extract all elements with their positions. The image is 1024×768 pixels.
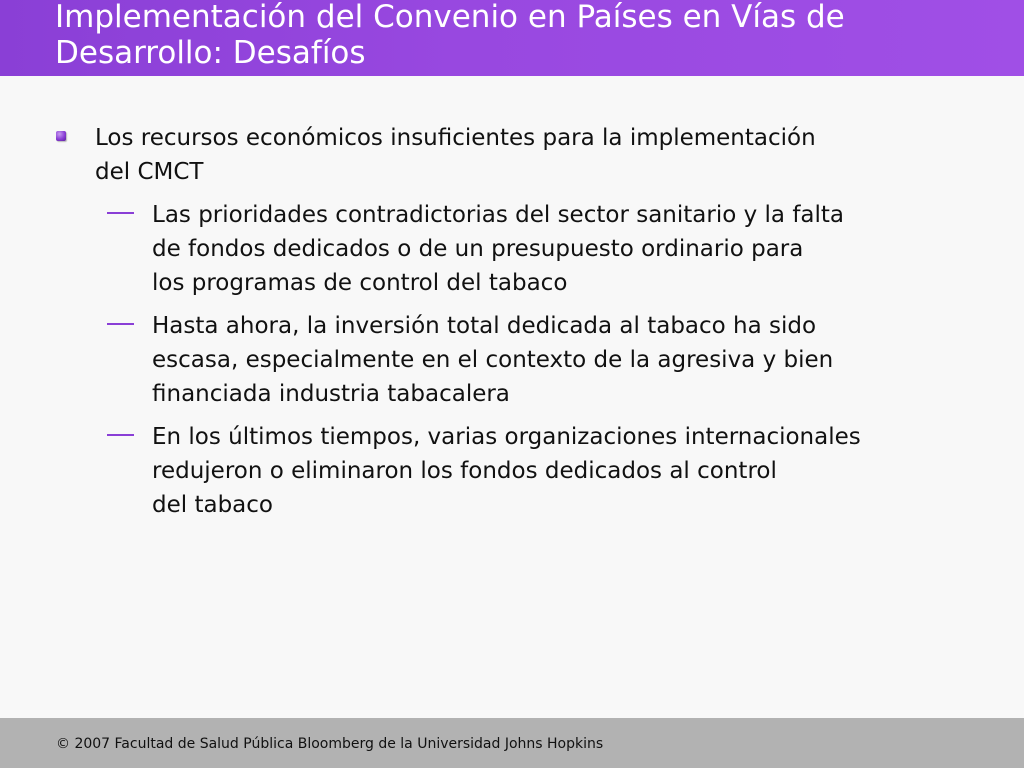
slide-title-line-1: Implementación del Convenio en Países en Vías de — [55, 0, 845, 35]
sub-bullet-text-line: de fondos dedicados o de un presupuesto ordinario para — [152, 236, 804, 262]
sub-bullet-text-line: Las prioridades contradictorias del sector sanitario y la falta — [152, 202, 845, 228]
bullet-text-line: del CMCT — [95, 159, 204, 185]
footer-bar — [0, 718, 1024, 768]
sub-bullet-text-line: redujeron o eliminaron los fondos dedicados al control — [152, 458, 777, 484]
dash-bullet-icon — [107, 212, 134, 214]
dash-bullet-icon — [107, 434, 134, 436]
sub-bullet-text-line: En los últimos tiempos, varias organizaciones internacionales — [152, 424, 861, 450]
dash-bullet-icon — [107, 323, 134, 325]
bullet-text-line: Los recursos económicos insuficientes para la implementación — [95, 125, 816, 151]
title-bar — [0, 0, 1024, 76]
slide-title-line-2: Desarrollo: Desafíos — [55, 35, 366, 71]
sub-bullet-text-line: financiada industria tabacalera — [152, 381, 510, 407]
copyright-text: © 2007 Facultad de Salud Pública Bloomberg de la Universidad Johns Hopkins — [56, 736, 604, 752]
sub-bullet-text-line: Hasta ahora, la inversión total dedicada al tabaco ha sido — [152, 313, 817, 339]
sub-bullet-text-line: escasa, especialmente en el contexto de la agresiva y bien — [152, 347, 834, 373]
square-bullet-icon — [56, 131, 66, 141]
sub-bullet-text-line: del tabaco — [152, 492, 273, 518]
slide-content — [0, 76, 1024, 718]
sub-bullet-text-line: los programas de control del tabaco — [152, 270, 568, 296]
